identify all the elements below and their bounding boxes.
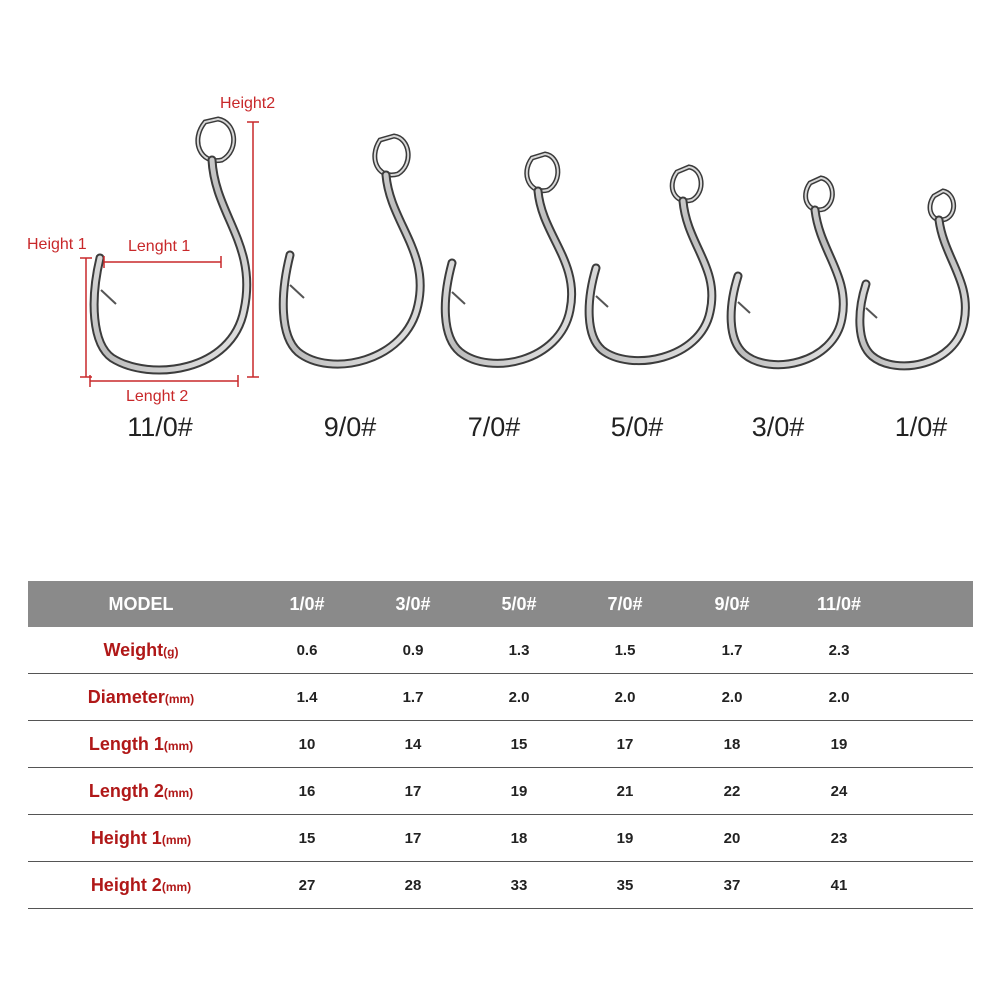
table-cell: 2.0: [678, 674, 786, 721]
table-cell: 0.9: [360, 627, 466, 674]
table-cell: 27: [254, 862, 360, 909]
table-cell: 1.7: [678, 627, 786, 674]
row-label: [28, 674, 254, 721]
row-label-text: Height 1: [90, 827, 162, 848]
table-header-row: [28, 581, 973, 627]
table-row: [28, 627, 973, 674]
table-cell-empty: [892, 862, 973, 909]
table-cell: 19: [466, 768, 572, 815]
table-cell: 35: [572, 862, 678, 909]
row-label: [28, 862, 254, 909]
row-unit: (mm): [163, 785, 194, 800]
height2-label: Height2: [220, 95, 276, 112]
column-header: 1/0#: [254, 581, 360, 627]
table-cell-empty: [892, 815, 973, 862]
table-row: [28, 721, 973, 768]
row-label-text: Length 2: [88, 780, 164, 801]
size-label-7-0: 7/0#: [467, 412, 521, 442]
table-cell: 10: [254, 721, 360, 768]
column-header: MODEL: [28, 581, 254, 627]
table-cell-empty: [892, 768, 973, 815]
table-cell: 0.6: [254, 627, 360, 674]
table-cell: 1.5: [572, 627, 678, 674]
table-cell: 41: [786, 862, 892, 909]
table-row: [28, 768, 973, 815]
table-cell: 23: [786, 815, 892, 862]
hook-diagram: [0, 0, 1000, 470]
table-cell-empty: [892, 627, 973, 674]
row-label-text: Height 2: [90, 874, 162, 895]
column-header: 9/0#: [678, 581, 786, 627]
table-cell: 17: [360, 815, 466, 862]
table-cell: 14: [360, 721, 466, 768]
row-unit: (g): [163, 644, 179, 659]
table-cell: 17: [360, 768, 466, 815]
table-cell: 21: [572, 768, 678, 815]
table-cell: 19: [786, 721, 892, 768]
row-label: [28, 768, 254, 815]
table-row: [28, 815, 973, 862]
table-cell: 2.0: [786, 674, 892, 721]
size-label-1-0: 1/0#: [894, 412, 948, 442]
table-cell: 18: [678, 721, 786, 768]
hook-9-0: [283, 136, 420, 364]
hook-1-0: [860, 191, 966, 366]
row-label: [28, 815, 254, 862]
row-unit: (mm): [164, 691, 195, 706]
table-cell: 2.0: [572, 674, 678, 721]
row-label-text: Weight: [103, 639, 164, 660]
column-header: 3/0#: [360, 581, 466, 627]
length1-label: Lenght 1: [128, 238, 191, 255]
column-header-empty: [892, 581, 973, 627]
size-label-11-0: 11/0#: [127, 412, 193, 442]
size-label-9-0: 9/0#: [323, 412, 377, 442]
row-label: [28, 627, 254, 674]
table-cell: 28: [360, 862, 466, 909]
table-cell-empty: [892, 721, 973, 768]
size-label-5-0: 5/0#: [610, 412, 664, 442]
table-cell: 16: [254, 768, 360, 815]
row-label: [28, 721, 254, 768]
spec-table: [28, 581, 973, 909]
table-cell: 2.0: [466, 674, 572, 721]
table-cell: 19: [572, 815, 678, 862]
table-cell: 20: [678, 815, 786, 862]
table-row: [28, 674, 973, 721]
hook-3-0: [731, 178, 843, 365]
table-cell: 17: [572, 721, 678, 768]
table-cell: 18: [466, 815, 572, 862]
table-row: [28, 862, 973, 909]
size-label-3-0: 3/0#: [751, 412, 805, 442]
hook-7-0: [445, 154, 571, 363]
column-header: 5/0#: [466, 581, 572, 627]
table-cell: 2.3: [786, 627, 892, 674]
column-header: 7/0#: [572, 581, 678, 627]
table-cell: 15: [466, 721, 572, 768]
table-cell: 1.7: [360, 674, 466, 721]
row-label-text: Diameter: [87, 686, 165, 707]
height1-label: Height 1: [27, 236, 87, 253]
row-unit: (mm): [163, 738, 194, 753]
table-cell: 24: [786, 768, 892, 815]
table-cell: 15: [254, 815, 360, 862]
table-cell: 37: [678, 862, 786, 909]
hook-5-0: [589, 167, 712, 361]
table-cell: 1.4: [254, 674, 360, 721]
table-cell: 22: [678, 768, 786, 815]
row-unit: (mm): [161, 879, 192, 894]
table-cell: 33: [466, 862, 572, 909]
table-cell-empty: [892, 674, 973, 721]
row-unit: (mm): [161, 832, 192, 847]
table-cell: 1.3: [466, 627, 572, 674]
column-header: 11/0#: [786, 581, 892, 627]
length2-label: Lenght 2: [126, 388, 189, 405]
row-label-text: Length 1: [88, 733, 164, 754]
